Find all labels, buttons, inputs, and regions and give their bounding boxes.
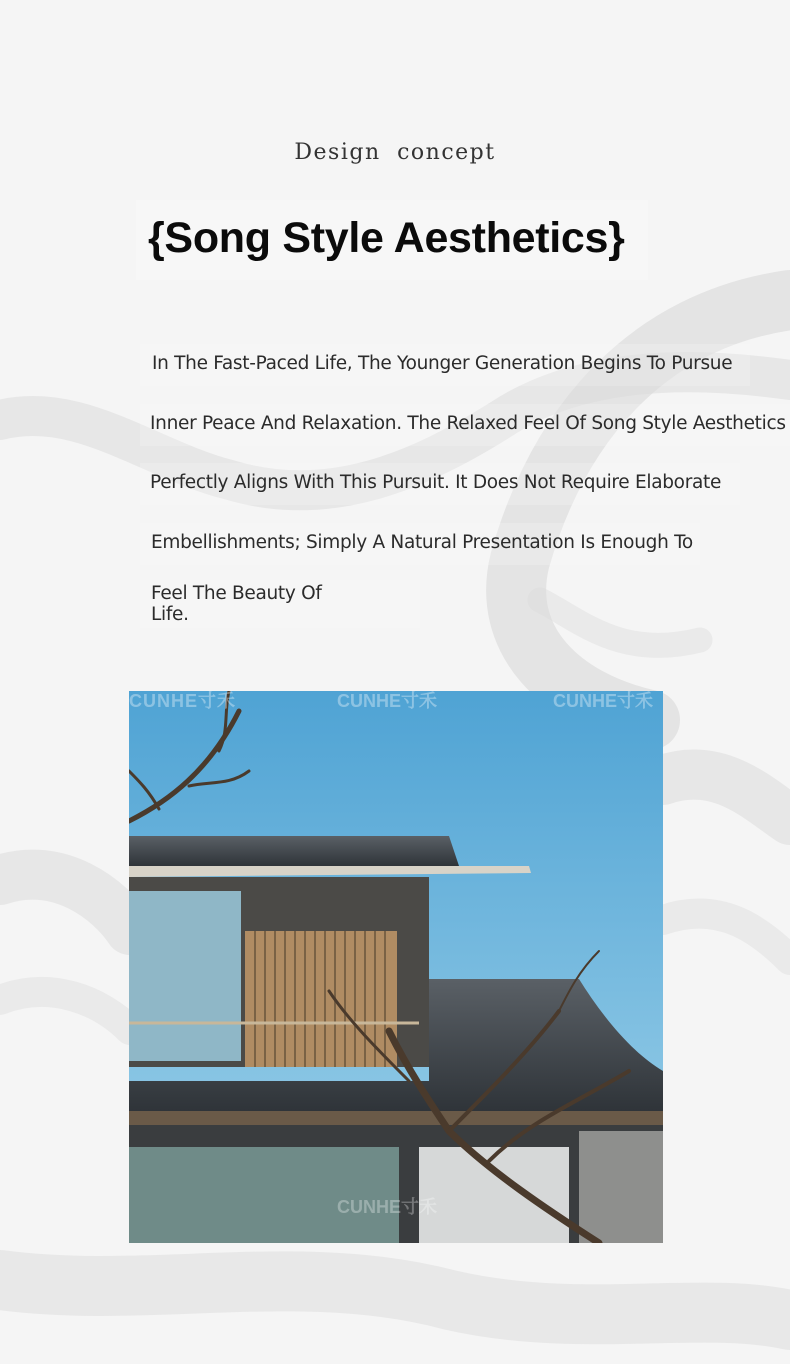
body-line-4: Embellishments; Simply A Natural Presentation Is Enough To (151, 532, 693, 553)
watermark: CUNHE寸禾 (337, 1197, 438, 1217)
section-subtitle: Design concept (294, 140, 496, 165)
building-photo (129, 691, 663, 1243)
watermark: CUNHE寸禾 (337, 691, 438, 711)
watermark: CUNHE寸禾 (553, 691, 654, 711)
body-line-6: Life. (151, 604, 189, 625)
page-title: {Song Style Aesthetics} (148, 214, 625, 262)
body-line-1: In The Fast-Paced Life, The Younger Generation Begins To Pursue (152, 353, 733, 374)
body-line-2: Inner Peace And Relaxation. The Relaxed Feel Of Song Style Aesthetics (150, 413, 786, 434)
body-line-3: Perfectly Aligns With This Pursuit. It Does Not Require Elaborate (150, 472, 722, 493)
watermark: CUNHE寸禾 (129, 691, 237, 711)
body-line-5: Feel The Beauty Of (151, 583, 322, 604)
